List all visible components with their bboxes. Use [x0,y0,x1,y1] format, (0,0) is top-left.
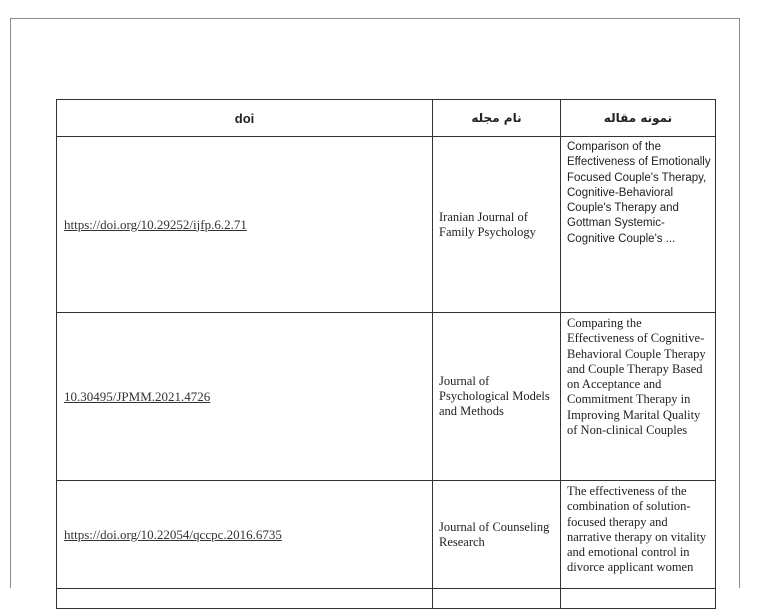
doi-cell [57,313,433,481]
journal-cell: Iranian Journal of Family Psychology [433,137,561,313]
table-header-row [57,100,716,137]
table-row [57,481,716,589]
title-cell: Comparing the Effectiveness of Cognitive-Behavioral Couple Therapy and Couple Therapy Based on Acceptance and Commitment Therapy in Improving Marital Quality of Non-clinical Couples [561,313,716,481]
journal-cell: Journal of Psychological Models and Methods [433,313,561,481]
table-row [57,137,716,313]
header-sample-article: نمونه مقاله [561,100,716,137]
table-row-partial [57,589,716,609]
title-cell: Comparison of the Effectiveness of Emotionally Focused Couple's Therapy, Cognitive-Behavioral Couple's Therapy and Gottman Systemic-Cognitive Couple's ... [561,137,716,313]
journal-cell [433,589,561,609]
doi-cell [57,481,433,589]
title-cell: The effectiveness of the combination of solution-focused therapy and narrative therapy on vitality and emotional control in divorce applicant women [561,481,716,589]
doi-link[interactable]: 10.30495/JPMM.2021.4726 [64,388,211,404]
journal-cell: Journal of Counseling Research [433,481,561,589]
doi-link[interactable]: https://doi.org/10.29252/ijfp.6.2.71 [64,216,247,232]
table-row [57,313,716,481]
header-doi: doi [57,100,433,137]
doi-cell [57,137,433,313]
article-table [56,99,716,609]
doi-link[interactable]: https://doi.org/10.22054/qccpc.2016.6735 [64,526,282,542]
header-journal-name: نام مجله [433,100,561,137]
document-page [10,18,740,588]
title-cell [561,589,716,609]
doi-cell [57,589,433,609]
